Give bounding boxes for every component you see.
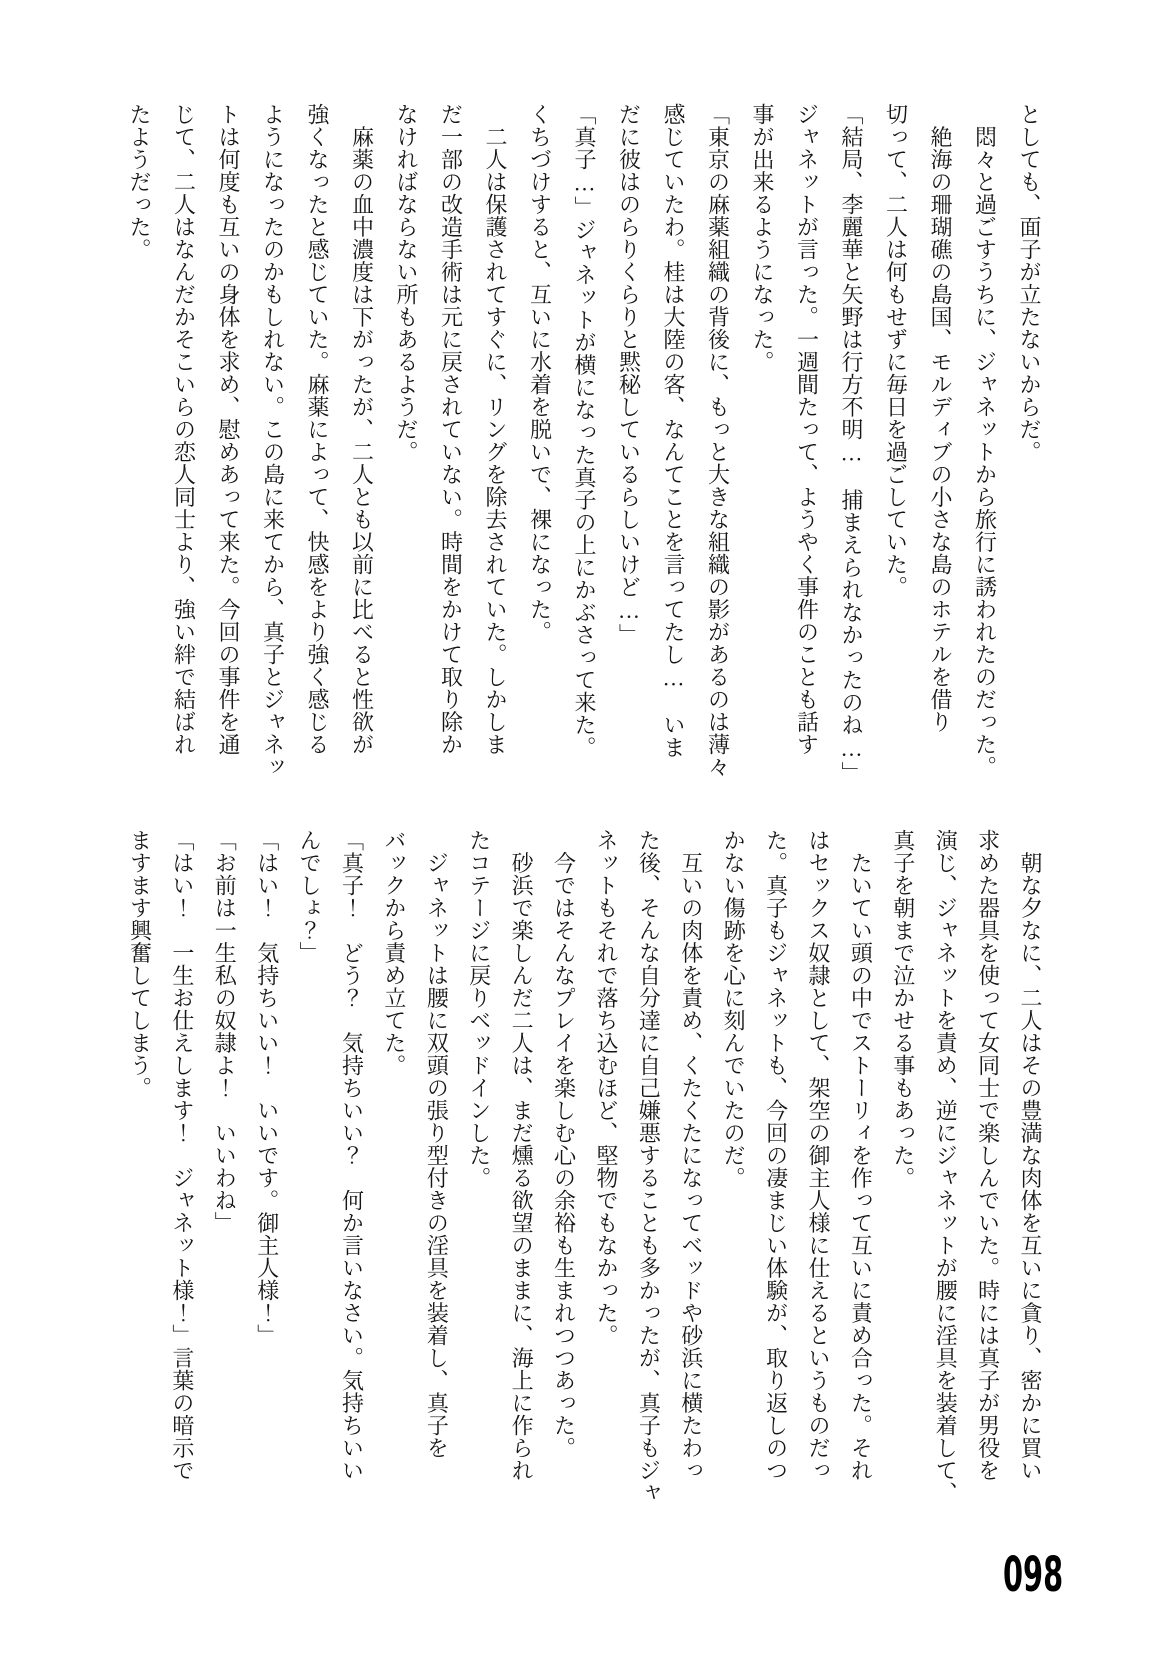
text-column: 強くなったと感じていた。麻薬によって、快感をより強く感じる — [305, 103, 330, 756]
text-column: 絶海の珊瑚礁の島国、モルディブの小さな島のホテルを借り — [928, 103, 953, 733]
text-column: 今ではそんなプレイを楽しむ心の余裕も生まれつつあった。 — [551, 829, 577, 1459]
text-column: 二人は保護されてすぐに、リングを除去されていた。しかしま — [483, 103, 508, 756]
text-column: ネットもそれで落ち込むほど、堅物でもなかった。 — [593, 829, 619, 1347]
text-column: ジャネットは腰に双頭の張り型付きの淫具を装着し、真子を — [424, 829, 450, 1459]
page-number: 098 — [1003, 1547, 1064, 1603]
vertical-text-band-top — [117, 103, 1052, 785]
text-column: トは何度も互いの身体を求め、慰めあって来た。今回の事件を通 — [216, 103, 241, 756]
text-column: 砂浜で楽しんだ二人は、まだ燻る欲望のままに、海上に作られ — [509, 829, 535, 1482]
text-column: ますます興奮してしまう。 — [127, 829, 153, 1099]
text-column: だに彼はのらりくらりと黙秘しているらしいけど…」 — [616, 103, 642, 646]
text-column: なければならない所もあるようだ。 — [394, 103, 419, 463]
text-column: 「東京の麻薬組織の背後に、もっと大きな組織の影があるのは薄々 — [705, 103, 731, 778]
text-column: 朝な夕なに、二人はその豊満な肉体を互いに貪り、密かに買い — [1018, 829, 1043, 1482]
text-column: 「真子…」ジャネットが横になった真子の上にかぶさって来た。 — [572, 103, 597, 759]
text-column: 「はい！ 気持ちいい！ いいです。御主人様！」 — [254, 829, 280, 1347]
text-column: 切って、二人は何もせずに毎日を過ごしていた。 — [883, 103, 909, 598]
text-column: じて、二人はなんだかそこいらの恋人同士より、強い絆で結ばれ — [171, 103, 197, 756]
text-column: かない傷跡を心に刻んでいたのだ。 — [721, 829, 747, 1189]
text-column: 求めた器具を使って女同士で楽しんでいた。時には真子が男役を — [975, 829, 1001, 1482]
text-column: んでしょ？」 — [297, 829, 323, 964]
text-column: た後、そんな自分達に自己嫌悪することも多かったが、真子もジャ — [636, 829, 662, 1504]
text-column: たいてい頭の中でストーリィを作って互いに責め合った。それ — [848, 829, 874, 1482]
text-column: たようだった。 — [127, 103, 152, 261]
text-column: 悶々と過ごすうちに、ジャネットから旅行に誘われたのだった。 — [972, 103, 998, 778]
text-column: バックから責め立てた。 — [381, 829, 407, 1077]
text-column: 「真子！ どう？ 気持ちいい？ 何か言いなさい。気持ちいい — [339, 829, 365, 1482]
text-column: た。真子もジャネットも、今回の凄まじい体験が、取り返しのつ — [763, 829, 789, 1482]
vertical-text-band-bottom — [118, 829, 1051, 1511]
text-column: 感じていたわ。桂は大陸の客、なんてことを言ってたし… いま — [661, 103, 686, 759]
text-column: としても、面子が立たないからだ。 — [1017, 103, 1042, 463]
text-column: 「はい！ 一生お仕えします！ ジャネット様！」言葉の暗示で — [169, 829, 195, 1482]
text-column: 「お前は一生私の奴隷よ！ いいわね」 — [212, 829, 238, 1234]
text-column: 「結局、李麗華と矢野は行方不明… 捕まえられなかったのね…」 — [839, 103, 864, 784]
text-column: 演じ、ジャネットを責め、逆にジャネットが腰に淫具を装着して、 — [933, 829, 959, 1504]
text-column: だ一部の改造手術は元に戻されていない。時間をかけて取り除か — [438, 103, 464, 756]
text-column: くちづけすると、互いに水着を脱いで、裸になった。 — [527, 103, 553, 643]
text-column: たコテージに戻りベッドインした。 — [466, 829, 492, 1189]
text-column: ようになったのかもしれない。この島に来てから、真子とジャネッ — [260, 103, 286, 778]
text-column: 真子を朝まで泣かせる事もあった。 — [890, 829, 916, 1189]
text-column: 事が出来るようになった。 — [750, 103, 775, 373]
text-column: ジャネットが言った。一週間たって、ようやく事件のことも話す — [794, 103, 820, 756]
text-column: 互いの肉体を責め、くたくたになってベッドや砂浜に横たわっ — [678, 829, 704, 1482]
text-column: 麻薬の血中濃度は下がったが、二人とも以前に比べると性欲が — [349, 103, 375, 756]
text-column: はセックス奴隷として、架空の御主人様に仕えるというものだっ — [805, 829, 831, 1482]
